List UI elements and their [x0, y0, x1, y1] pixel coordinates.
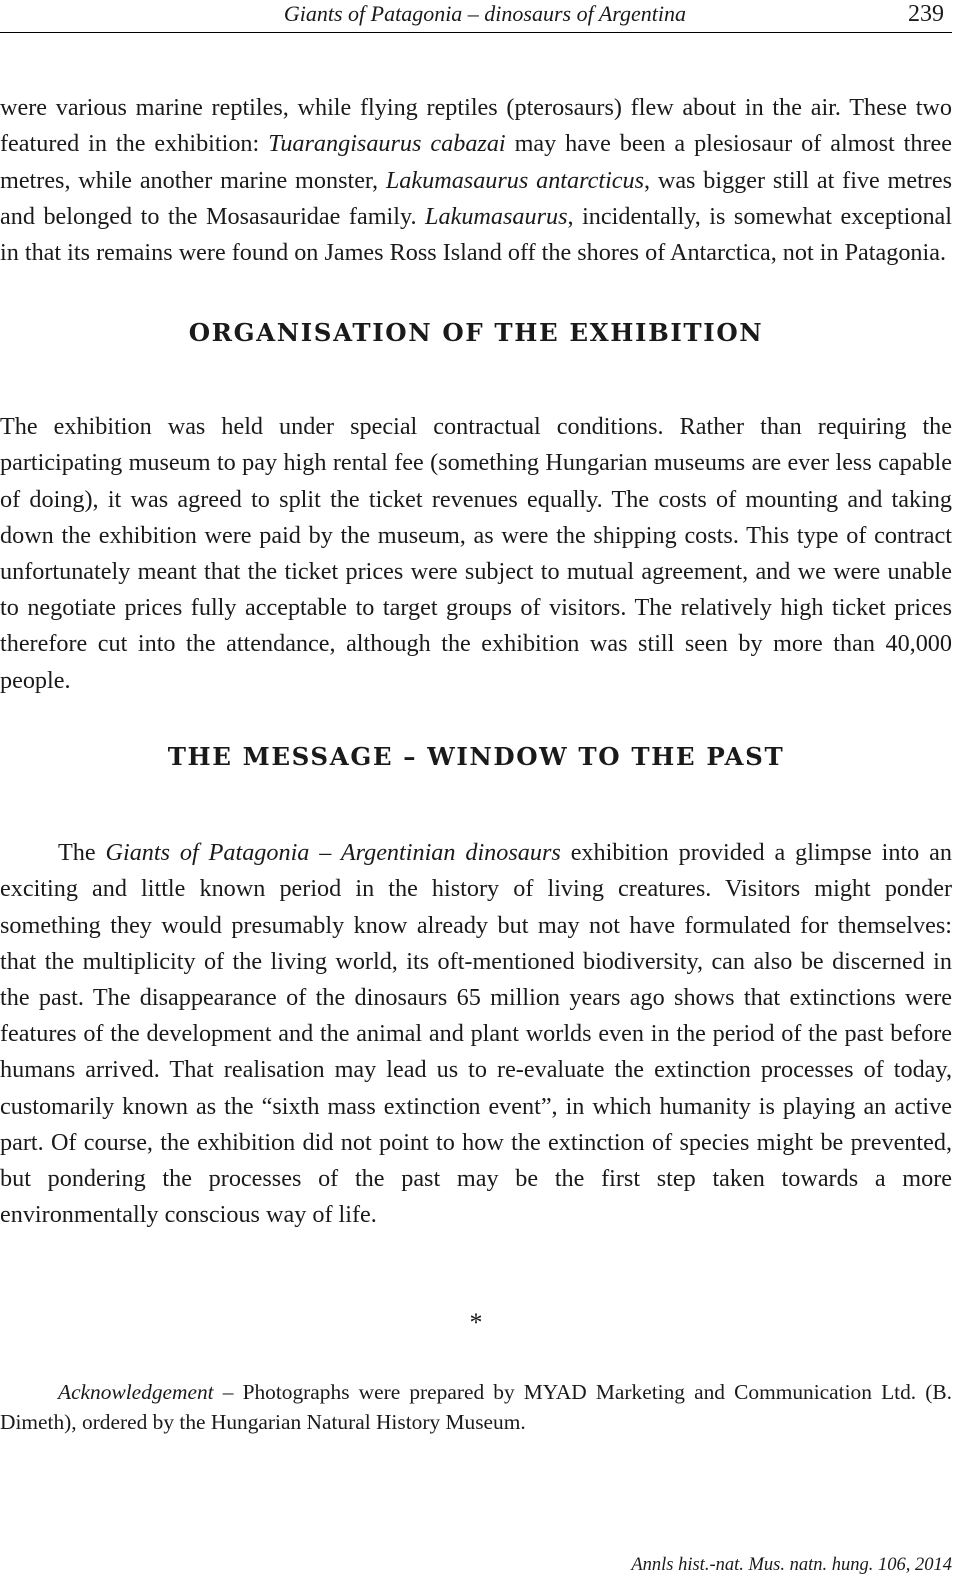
species-name: Lakumasaurus antarcticus [385, 166, 645, 194]
page-number: 239 [908, 1, 944, 27]
paragraph-organisation: The exhibition was held under special contractual conditions. Rather than requiring the participating museum to pay high rental fee (something Hungarian museums are ever less capable of doing), it was agreed to split the ticket revenues equally. The costs of mounting and taking down the exhibition were paid by the museum, as were the shipping costs. This type of contract unfortunately meant that the ticket prices were subject to mutual agreement, and we were unable to negotiate prices fully acceptable to target groups of visitors. The relatively high ticket prices therefore cut into the attendance, although the exhibition was still seen by more than 40,000 people. [0, 413, 952, 694]
paragraph-marine-reptiles [0, 90, 952, 271]
exhibition-title: Giants of Patagonia – Argentinian dinosaurs [105, 839, 561, 867]
text-run: , was bigger still at five metres and belonged to the Mosasauridae family. [0, 166, 952, 230]
text-run: exhibition provided a glimpse into an exciting and little known period in the history of living creatures. Visitors might ponder something they would presumably know already but may not have formulated for themselves: that the multiplicity of the living world, its oft-mentioned biodiversity, can also be discerned in the past. The disappearance of the dinosaurs 65 million years ago shows that extinctions were features of the development and the animal and plant worlds even in the period of the past before humans arrived. That realisation may lead us to re-evaluate the extinction processes of today, customarily known as the “sixth mass extinction event”, in which humanity is playing an active part. Of course, the exhibition did not point to how the extinction of species might be prevented, but pondering the processes of the past may be the first step taken towards a more environmentally conscious way of life. [0, 839, 952, 1229]
acknowledgement-label: Acknowledgement [58, 1380, 214, 1405]
running-title: Giants of Patagonia – dinosaurs of Argentina [283, 1, 686, 26]
section-heading-message: THE MESSAGE – WINDOW TO THE PAST [167, 742, 785, 771]
text-run: The [58, 839, 106, 867]
journal-footer: Annls hist.-nat. Mus. natn. hung. 106, 2014 [631, 1555, 952, 1575]
section-separator: * [469, 1308, 483, 1337]
acknowledgement-text: – Photographs were prepared by MYAD Marketing and Communication Ltd. (B. Dimeth), ordered by the Hungarian Natural History Museum. [0, 1380, 952, 1435]
species-name: Tuarangisaurus cabazai [268, 130, 506, 158]
paragraph-message [0, 835, 952, 1233]
running-header [0, 0, 952, 30]
section-heading-organisation: ORGANISATION OF THE EXHIBITION [188, 318, 764, 347]
header-rule [0, 32, 952, 33]
text-run: were various marine reptiles, while flying reptiles (pterosaurs) flew about in the air. These two featured in the exhibition: [0, 94, 952, 158]
text-run: may have been a plesiosaur of almost three metres, while another marine monster, [0, 130, 952, 194]
acknowledgement [0, 1377, 952, 1437]
species-name: Lakumasaurus [425, 202, 568, 230]
text-run: , incidentally, is somewhat exceptional in that its remains were found on James Ross Island off the shores of Antarctica, not in Patagonia. [0, 202, 953, 266]
